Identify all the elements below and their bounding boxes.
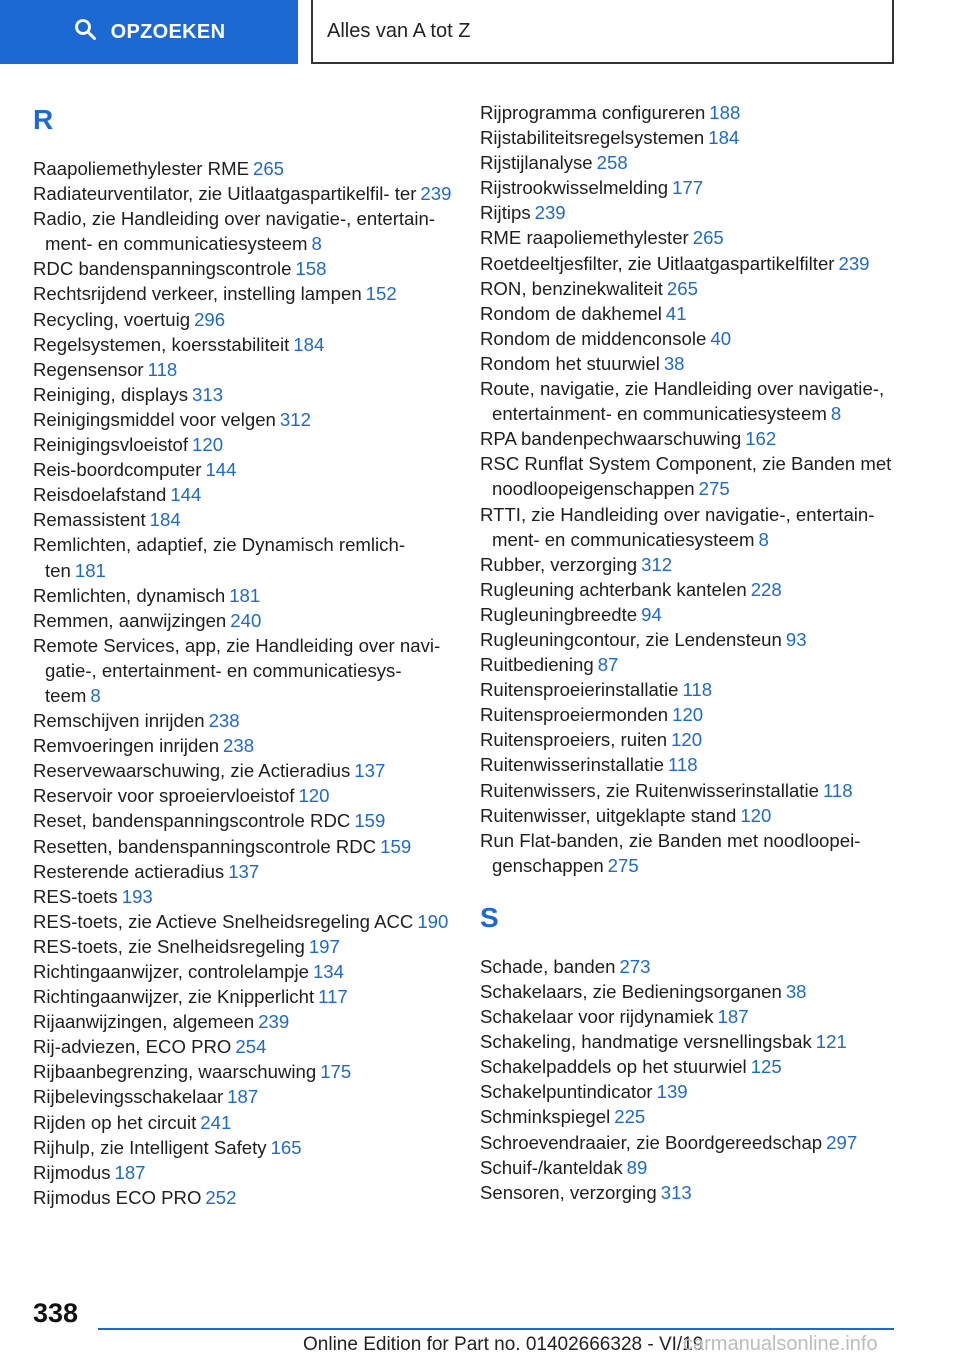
index-entry	[33, 1009, 453, 1034]
index-entry	[33, 1185, 453, 1210]
index-entry	[33, 1059, 453, 1084]
page-link[interactable]: 265	[692, 227, 724, 249]
page-link[interactable]: 89	[626, 1156, 648, 1178]
page-link[interactable]: 159	[354, 810, 386, 832]
index-entry-text: Schroevendraaier, zie Boordgereedschap	[480, 1131, 823, 1153]
page-link[interactable]: 162	[745, 428, 777, 450]
index-entry	[33, 984, 453, 1009]
index-entry	[33, 181, 453, 206]
index-entry	[480, 778, 910, 803]
index-entry-text: Rijstrookwisselmelding	[480, 177, 669, 199]
page-link[interactable]: 134	[312, 961, 344, 982]
index-entry	[480, 326, 910, 351]
index-entry-text: Raapoliemethylester RME	[33, 158, 249, 179]
page-link[interactable]: 238	[208, 710, 240, 732]
index-entry-text: Remschijven inrijden	[33, 710, 205, 732]
page-link[interactable]: 252	[205, 1186, 237, 1208]
index-entry	[480, 577, 910, 602]
index-entry-text: Rugleuningcontour, zie Lendensteun	[480, 628, 782, 650]
page-link[interactable]: 312	[279, 408, 311, 430]
index-entry	[33, 507, 453, 532]
index-entry	[480, 150, 910, 175]
index-entry-text: Rij-adviezen, ECO PRO	[33, 1036, 232, 1058]
page-link[interactable]: 275	[607, 854, 639, 876]
page-link[interactable]: 228	[750, 578, 782, 600]
page-link[interactable]: 120	[192, 434, 224, 456]
index-entry	[33, 156, 453, 181]
index-entry	[480, 652, 910, 677]
page-link[interactable]: 152	[365, 283, 397, 305]
page-link[interactable]: 41	[665, 302, 687, 324]
page-link[interactable]: 8	[830, 403, 842, 425]
index-entry	[33, 382, 453, 407]
page-link[interactable]: 120	[298, 785, 330, 807]
page-link[interactable]: 120	[740, 804, 772, 826]
index-entry-text: Richtingaanwijzer, controlelampje	[33, 961, 309, 982]
index-entry	[33, 332, 453, 357]
index-entry	[480, 175, 910, 200]
index-column-left	[33, 100, 453, 1210]
index-entry-text: Schminkspiegel	[480, 1106, 611, 1128]
page-link[interactable]: 175	[320, 1061, 352, 1083]
index-entry-text: Rijprogramma configureren	[480, 102, 706, 123]
page-link[interactable]: 265	[666, 277, 698, 299]
index-entry	[33, 608, 453, 633]
index-entry-text: Rugleuning achterbank kantelen	[480, 578, 747, 600]
index-entry-text: Rubber, verzorging	[480, 553, 638, 575]
index-entry-text: Schakeling, handmatige versnellingsbak	[480, 1031, 812, 1053]
index-entry	[33, 281, 453, 306]
footer-divider	[98, 1328, 894, 1330]
index-entry-text: Reiniging, displays	[33, 383, 189, 405]
page-link[interactable]: 313	[660, 1181, 692, 1203]
page-link[interactable]: 239	[420, 183, 452, 205]
page-link[interactable]: 190	[417, 910, 449, 932]
index-entry-text: Rijaanwijzingen, algemeen	[33, 1011, 255, 1033]
index-entry-text: Radio, zie Handleiding over navigatie-, entertain‐ ment- en communicatiesysteem	[33, 208, 436, 255]
index-entry	[480, 1104, 910, 1129]
page-header	[0, 0, 960, 66]
page-link[interactable]: 120	[671, 729, 703, 751]
index-entry	[480, 502, 910, 552]
index-list-r-left	[33, 156, 453, 1210]
index-entry-text: Reinigingsvloeistof	[33, 434, 189, 456]
page-link[interactable]: 121	[815, 1031, 847, 1053]
index-entry-text: Rondom de dakhemel	[480, 302, 662, 324]
page-link[interactable]: 117	[318, 986, 348, 1008]
page-link[interactable]: 8	[758, 528, 769, 550]
page-link[interactable]: 118	[147, 358, 178, 380]
index-entry-text: Ruitenwissers, zie Ruitenwisserinstallatie	[480, 779, 819, 801]
page-link[interactable]: 197	[308, 935, 340, 957]
index-entry	[480, 1130, 910, 1155]
index-entry-text: Reinigingsmiddel voor velgen	[33, 408, 276, 430]
index-entry	[33, 1160, 453, 1185]
index-entry	[480, 125, 910, 150]
index-entry-text: Remassistent	[33, 509, 146, 531]
page-link[interactable]: 240	[230, 609, 262, 631]
magnifier-icon	[73, 17, 97, 47]
index-entry	[33, 206, 453, 256]
index-entry-text: Schakelpaddels op het stuurwiel	[480, 1056, 747, 1078]
index-entry	[33, 783, 453, 808]
index-entry-text: Resterende actieradius	[33, 860, 225, 882]
index-entry-text: Reis-boordcomputer	[33, 459, 202, 481]
index-entry-text: Richtingaanwijzer, zie Knipperlicht	[33, 986, 315, 1008]
page-link[interactable]: 193	[121, 885, 153, 907]
page-link[interactable]: 177	[672, 177, 704, 199]
index-entry-text: Regelsystemen, koersstabiliteit	[33, 333, 290, 355]
index-entry-text: Rijstijlanalyse	[480, 152, 593, 174]
index-entry	[33, 959, 453, 984]
page-link[interactable]: 313	[192, 383, 224, 405]
page-link[interactable]: 118	[667, 754, 698, 776]
page-link[interactable]: 38	[663, 352, 685, 374]
page-link[interactable]: 312	[641, 553, 673, 575]
index-entry-text: Rijstabiliteitsregelsystemen	[480, 127, 705, 149]
index-entry	[480, 602, 910, 627]
index-entry-text: Schakelaar voor rijdynamiek	[480, 1006, 714, 1028]
page-footer	[0, 1290, 960, 1362]
index-entry-text: RME raapoliemethylester	[480, 227, 689, 249]
breadcrumb-label: Alles van A tot Z	[327, 19, 471, 42]
index-entry-text: Reservewaarschuwing, zie Actieradius	[33, 760, 351, 782]
page-link[interactable]: 187	[717, 1006, 749, 1028]
index-entry	[33, 758, 453, 783]
index-entry	[480, 803, 910, 828]
index-entry	[33, 583, 453, 608]
index-entry-text: RON, benzinekwaliteit	[480, 277, 663, 299]
index-entry	[480, 702, 910, 727]
page-link[interactable]: 94	[641, 603, 662, 625]
page-link[interactable]: 273	[619, 955, 651, 977]
index-entry	[480, 752, 910, 777]
index-entry-text: Rijden op het circuit	[33, 1111, 197, 1133]
index-entry	[33, 1135, 453, 1160]
index-entry	[480, 627, 910, 652]
page-link[interactable]: 8	[90, 684, 101, 706]
index-entry	[480, 276, 910, 301]
page-link[interactable]: 125	[750, 1056, 782, 1078]
index-entry-text: RTTI, zie Handleiding over navigatie-, entertain‐ ment- en communicatiesysteem	[480, 503, 875, 550]
page-link[interactable]: 225	[614, 1106, 646, 1128]
index-entry-text: Schade, banden	[480, 955, 616, 977]
index-entry	[480, 727, 910, 752]
index-entry	[480, 552, 910, 577]
page-link[interactable]: 118	[682, 679, 713, 701]
index-entry-text: Roetdeeltjesfilter, zie Uitlaatgaspartikelfilter	[480, 252, 835, 274]
index-entry	[33, 256, 453, 281]
page-link[interactable]: 139	[656, 1081, 688, 1103]
page-link[interactable]: 238	[223, 735, 255, 757]
index-entry-text: Ruitensproeierinstallatie	[480, 679, 679, 701]
index-entry-text: RDC bandenspanningscontrole	[33, 258, 292, 280]
index-entry	[480, 1054, 910, 1079]
index-entry	[33, 532, 453, 582]
index-entry-text: Ruitensproeiers, ruiten	[480, 729, 668, 751]
page-link[interactable]: 184	[708, 127, 740, 149]
index-entry-text: Recycling, voertuig	[33, 308, 191, 330]
index-entry-text: Rijmodus ECO PRO	[33, 1186, 202, 1208]
index-entry-text: Rondom het stuurwiel	[480, 352, 660, 374]
page-link[interactable]: 137	[354, 760, 386, 782]
index-entry	[480, 200, 910, 225]
index-entry	[480, 426, 910, 451]
index-entry	[33, 834, 453, 859]
index-entry	[33, 733, 453, 758]
page-link[interactable]: 188	[709, 102, 741, 123]
search-button[interactable]	[0, 0, 298, 64]
index-entry-text: Remote Services, app, zie Handleiding over navi‐ gatie-, entertainment- en communicatiesys‐ teem	[33, 634, 441, 706]
index-entry-text: RES-toets	[33, 885, 118, 907]
index-entry	[480, 251, 910, 276]
index-entry-text: Remmen, aanwijzingen	[33, 609, 227, 631]
index-entry-text: Schakelaars, zie Bedieningsorganen	[480, 981, 782, 1002]
index-entry-text: Reisdoelafstand	[33, 484, 167, 506]
index-entry	[480, 451, 910, 501]
index-entry	[480, 979, 910, 1004]
index-entry	[480, 1079, 910, 1104]
index-entry	[480, 351, 910, 376]
page-link[interactable]: 144	[170, 484, 202, 506]
page-link[interactable]: 144	[205, 459, 237, 481]
index-entry-text: Rijbaanbegrenzing, waarschuwing	[33, 1061, 317, 1083]
page-link[interactable]: 187	[114, 1161, 146, 1183]
page-link[interactable]: 241	[200, 1111, 232, 1133]
index-letter-r: R	[33, 104, 54, 135]
index-entry	[480, 225, 910, 250]
page-link[interactable]: 184	[149, 509, 181, 531]
index-list-r-right	[480, 100, 910, 878]
index-entry-text: Ruitensproeiermonden	[480, 704, 669, 726]
page-link[interactable]: 239	[838, 252, 870, 274]
index-entry	[480, 376, 910, 426]
page-link[interactable]: 275	[698, 478, 730, 500]
page-link[interactable]: 38	[785, 981, 807, 1002]
page-link[interactable]: 184	[293, 333, 325, 355]
index-entry	[480, 1029, 910, 1054]
index-entry	[33, 1110, 453, 1135]
index-entry-text: Rondom de middenconsole	[480, 327, 707, 349]
index-entry-text: Rechtsrijdend verkeer, instelling lampen	[33, 283, 362, 305]
index-entry-text: Rijmodus	[33, 1161, 111, 1183]
index-entry-text: Regensensor	[33, 358, 144, 380]
page-link[interactable]: 40	[710, 327, 732, 349]
index-entry	[480, 828, 910, 878]
page-link[interactable]: 118	[822, 779, 853, 801]
page-link[interactable]: 296	[194, 308, 226, 330]
page-link[interactable]: 8	[311, 233, 322, 255]
index-entry-text: Ruitenwisserinstallatie	[480, 754, 664, 776]
breadcrumb[interactable]	[311, 0, 894, 64]
page-link[interactable]: 187	[227, 1086, 259, 1108]
index-entry	[33, 482, 453, 507]
page-link[interactable]: 254	[235, 1036, 267, 1058]
index-entry-text: Reset, bandenspanningscontrole RDC	[33, 810, 351, 832]
page-link[interactable]: 181	[229, 584, 261, 606]
index-entry	[480, 301, 910, 326]
index-entry	[33, 457, 453, 482]
index-entry-text: RES-toets, zie Snelheidsregeling	[33, 935, 305, 957]
index-entry-text: Rijhulp, zie Intelligent Safety	[33, 1136, 267, 1158]
index-entry-text: Remlichten, dynamisch	[33, 584, 226, 606]
index-entry	[33, 432, 453, 457]
index-list-s	[480, 954, 910, 1205]
index-column-right	[480, 100, 910, 1205]
index-entry	[480, 1155, 910, 1180]
index-entry-text: Run Flat-banden, zie Banden met noodloopei‐ genschappen	[480, 829, 861, 876]
index-entry-text: Sensoren, verzorging	[480, 1181, 657, 1203]
page-link[interactable]: 137	[228, 860, 260, 882]
index-entry-text: Remlichten, adaptief, zie Dynamisch remlich‐ ten	[33, 534, 406, 581]
index-entry-text: Remvoeringen inrijden	[33, 735, 220, 757]
search-button-label: OPZOEKEN	[110, 20, 226, 43]
index-entry-text: Resetten, bandenspanningscontrole RDC	[33, 835, 377, 857]
index-entry	[480, 1004, 910, 1029]
index-entry	[33, 708, 453, 733]
index-entry	[33, 357, 453, 382]
page-link[interactable]: 239	[258, 1011, 290, 1033]
index-entry	[33, 1034, 453, 1059]
index-entry	[33, 633, 453, 708]
index-entry-text: RES-toets, zie Actieve Snelheidsregeling ACC	[33, 910, 414, 932]
index-entry	[33, 407, 453, 432]
index-entry-text: Rijbelevingsschakelaar	[33, 1086, 224, 1108]
index-entry	[33, 884, 453, 909]
index-entry-text: Schakelpuntindicator	[480, 1081, 653, 1103]
index-entry-text: RSC Runflat System Component, zie Banden met noodloopeigenschappen	[480, 453, 892, 500]
index-entry	[33, 307, 453, 332]
watermark: carmanualsonline.info	[683, 1333, 878, 1355]
index-entry-text: Ruitenwisser, uitgeklapte stand	[480, 804, 737, 826]
index-entry	[33, 1084, 453, 1109]
index-entry	[480, 1180, 910, 1205]
index-entry-text: Schuif-/kanteldak	[480, 1156, 623, 1178]
edition-text: Online Edition for Part no. 01402666328 - VI/19	[303, 1334, 704, 1355]
index-entry-text: Radiateurventilator, zie Uitlaatgaspartikelfil‐ ter	[33, 183, 417, 205]
page-link[interactable]: 265	[252, 158, 285, 179]
page-link[interactable]: 297	[826, 1131, 858, 1153]
index-entry-text: RPA bandenpechwaarschuwing	[480, 428, 742, 450]
index-letter-s: S	[480, 901, 499, 933]
index-entry-text: Rugleuningbreedte	[480, 603, 638, 625]
index-entry-text: Rijtips	[480, 202, 531, 224]
page-link[interactable]: 158	[295, 258, 327, 280]
index-entry-text: Reservoir voor sproeiervloeistof	[33, 785, 295, 807]
page-link[interactable]: 181	[74, 559, 106, 581]
page-link[interactable]: 93	[785, 628, 807, 650]
page-link[interactable]: 120	[672, 704, 704, 726]
page-link[interactable]: 258	[596, 152, 628, 174]
index-entry	[33, 808, 453, 833]
index-entry-text: Ruitbediening	[480, 654, 594, 676]
page-link[interactable]: 165	[270, 1136, 302, 1158]
page-link[interactable]: 159	[380, 835, 412, 857]
page-link[interactable]: 239	[534, 202, 566, 224]
index-entry	[33, 909, 453, 934]
index-entry	[33, 859, 453, 884]
index-entry	[480, 677, 910, 702]
page-number: 338	[33, 1298, 79, 1328]
index-entry	[480, 954, 910, 979]
index-entry	[480, 100, 910, 125]
index-entry-text: Route, navigatie, zie Handleiding over navigatie-, entertainment- en communicatiesysteem	[480, 378, 885, 425]
page-link[interactable]: 87	[597, 654, 619, 676]
index-entry	[33, 934, 453, 959]
